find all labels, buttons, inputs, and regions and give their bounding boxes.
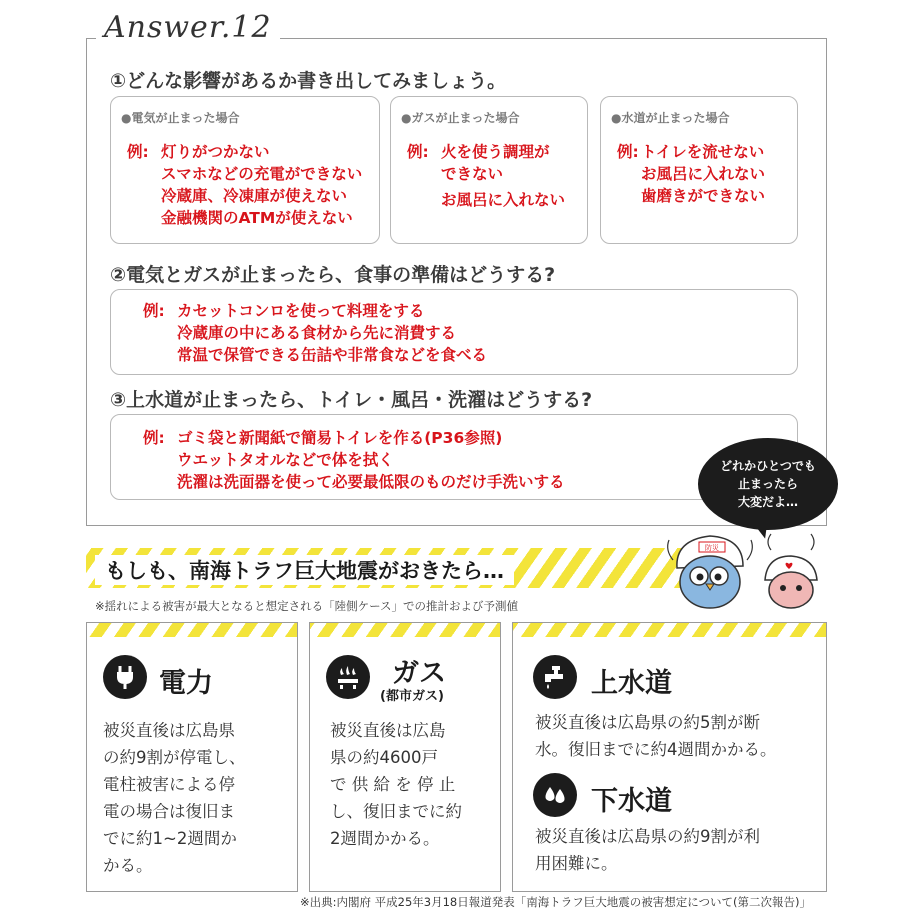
food-examples: [143, 300, 487, 366]
water-panel: [512, 622, 827, 892]
example-line: できない: [441, 165, 504, 183]
body-line: 県の約4600戸: [330, 748, 438, 767]
example-label: 例:: [127, 143, 149, 161]
power-body: [103, 717, 246, 879]
example-label: 例:: [617, 143, 639, 161]
bird-character: [765, 534, 817, 608]
flame-icon: [326, 655, 370, 699]
gas-panel: [309, 622, 501, 892]
helmet-label: 防災: [705, 544, 719, 552]
example-line: ウエットタオルなどで体を拭く: [177, 451, 394, 469]
example-line: ゴミ袋と新聞紙で簡易トイレを作る(P36参照): [177, 429, 503, 447]
toilet-examples: [143, 427, 565, 493]
food-box: [110, 289, 798, 375]
example-label: 例:: [407, 143, 429, 161]
electric-examples: [127, 141, 362, 229]
body-line: で 供 給 を 停 止: [330, 775, 456, 794]
electric-box-heading: ●電気が止まった場合: [121, 111, 240, 125]
question-1: ①どんな影響があるか書き出してみましょう。: [110, 70, 507, 92]
example-label: 例:: [143, 429, 165, 447]
body-line: 被災直後は広島県: [103, 721, 235, 740]
example-line: 冷蔵庫、冷凍庫が使えない: [161, 187, 348, 205]
power-panel: [86, 622, 298, 892]
electric-box: [110, 96, 380, 244]
example-label: 例:: [143, 302, 165, 320]
body-line: 電の場合は復旧ま: [103, 802, 235, 821]
example-line: トイレを流せない: [641, 143, 765, 161]
example-line: お風呂に入れない: [641, 165, 766, 183]
body-line: し、復旧までに約: [330, 802, 462, 821]
source-citation: ※出典:内閣府 平成25年3月18日報道発表「南海トラフ巨大地震の被害想定について(第二次報告)」: [300, 895, 811, 909]
body-line: 被災直後は広島県の約5割が断: [535, 713, 760, 732]
example-line: お風呂に入れない: [441, 191, 566, 209]
example-line: 火を使う調理が: [441, 143, 550, 161]
estimate-note: ※揺れによる被害が最大となると想定される「陸側ケース」での推計および予測値: [95, 599, 519, 613]
body-line: 電柱被害による停: [103, 775, 235, 794]
body-line: の約9割が停電し、: [103, 748, 246, 767]
panel-stripe: [87, 623, 297, 637]
body-line: でに約1~2週間か: [103, 829, 237, 848]
toilet-box: [110, 414, 798, 500]
gas-box-heading: ●ガスが止まった場合: [401, 111, 520, 125]
water-examples: [617, 141, 765, 207]
answer-title: Answer.12: [96, 10, 280, 45]
owl-character: [668, 536, 753, 608]
water-box: [600, 96, 798, 244]
panel-stripe: [513, 623, 826, 637]
question-2: ②電気とガスが止まったら、食事の準備はどうする?: [110, 264, 556, 286]
gas-subtitle: (都市ガス): [380, 689, 444, 704]
body-line: 被災直後は広島: [330, 721, 446, 740]
example-line: カセットコンロを使って料理をする: [177, 302, 425, 320]
speech-bubble: [698, 438, 838, 530]
gas-title: ガス: [392, 658, 446, 689]
example-line: 洗濯は洗面器を使って必要最低限のものだけ手洗いする: [177, 473, 565, 491]
example-line: スマホなどの充電ができない: [161, 165, 363, 183]
body-line: かる。: [103, 856, 153, 875]
power-title: 電力: [159, 668, 213, 699]
body-line: 被災直後は広島県の約9割が利: [535, 827, 760, 846]
plug-icon: [103, 655, 147, 699]
example-line: 歯磨きができない: [641, 187, 766, 205]
example-line: 冷蔵庫の中にある食材から先に消費する: [177, 324, 457, 342]
body-line: 用困難に。: [535, 854, 618, 873]
water-body: [535, 709, 777, 763]
example-line: 常温で保管できる缶詰や非常食などを食べる: [177, 346, 488, 364]
panel-stripe: [310, 623, 500, 637]
gas-examples: [407, 141, 565, 211]
water-title: 上水道: [591, 668, 672, 699]
body-line: 2週間かかる。: [330, 829, 440, 848]
characters-illustration: [655, 520, 835, 615]
example-line: 灯りがつかない: [161, 143, 270, 161]
gas-box: [390, 96, 588, 244]
question-3: ③上水道が止まったら、トイレ・風呂・洗濯はどうする?: [110, 389, 593, 411]
sewer-body: [535, 823, 760, 877]
speech-line: どれかひとつでも: [720, 459, 816, 473]
gas-body: [330, 717, 462, 852]
water-box-heading: ●水道が止まった場合: [611, 111, 730, 125]
speech-line: 止まったら: [737, 477, 798, 491]
faucet-icon: [533, 655, 577, 699]
speech-line: 大変だよ…: [737, 495, 798, 509]
body-line: 水。復旧までに約4週間かかる。: [535, 740, 777, 759]
sewer-title: 下水道: [591, 786, 672, 817]
example-line: 金融機関のATMが使えない: [161, 209, 353, 227]
droplets-icon: [533, 773, 577, 817]
earthquake-headline: もしも、南海トラフ巨大地震がおきたら…: [95, 555, 514, 585]
